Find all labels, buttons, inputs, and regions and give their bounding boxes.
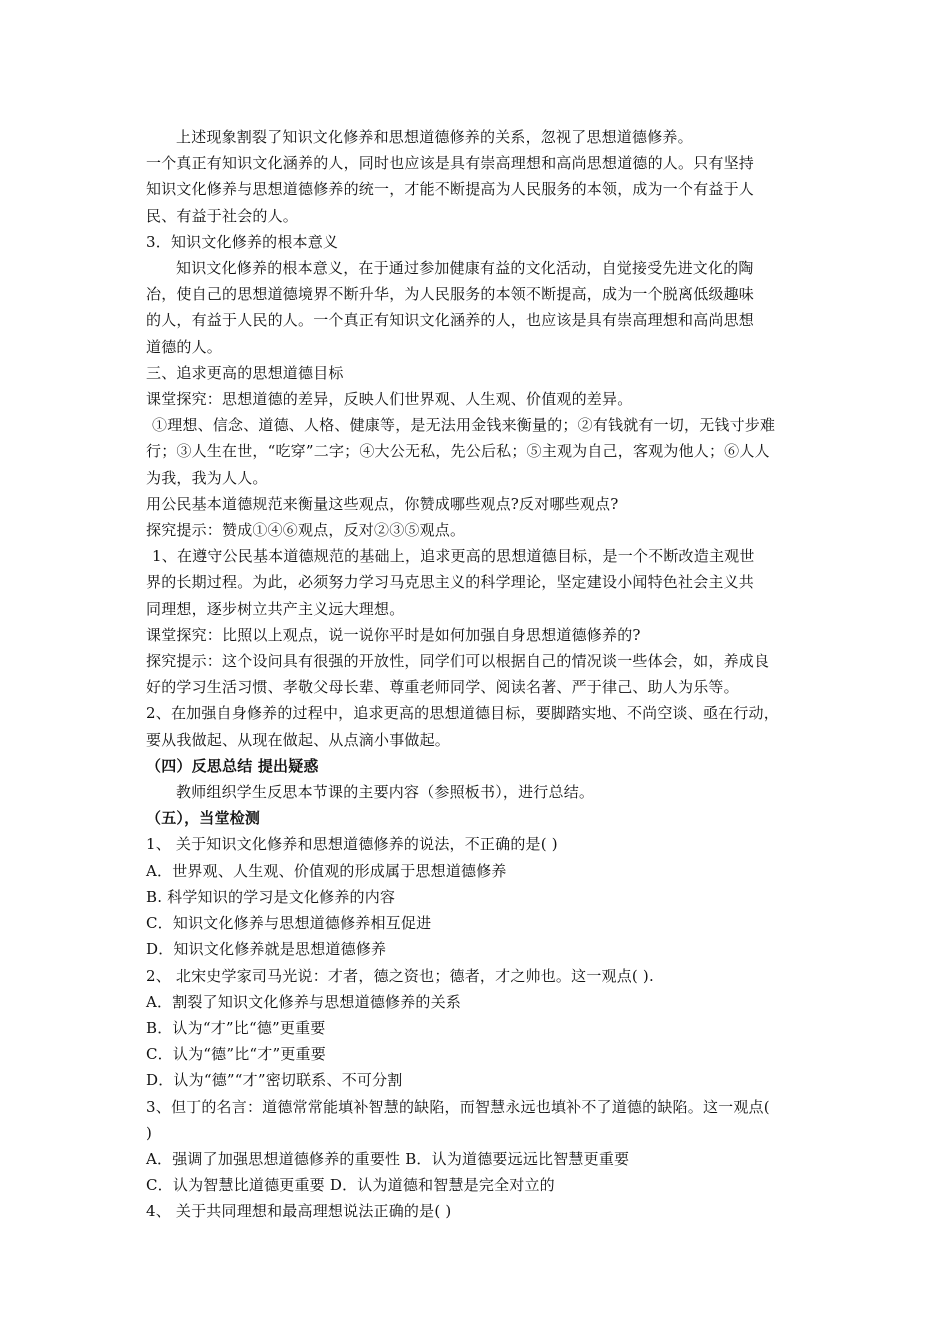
text-line: 探究提示：这个设问具有很强的开放性，同学们可以根据自己的情况谈一些体会，如，养成良: [146, 652, 770, 671]
text-line: 课堂探究：比照以上观点，说一说你平时是如何加强自身思想道德修养的?: [146, 625, 641, 644]
text-line: 民、有益于社会的人。: [146, 206, 299, 225]
text-line: 3．知识文化修养的根本意义: [146, 232, 339, 251]
text-line: 好的学习生活习惯、孝敬父母长辈、尊重老师同学、阅读名著、严于律己、助人为乐等。: [146, 678, 739, 697]
text-line: 上述现象割裂了知识文化修养和思想道德修养的关系，忽视了思想道德修养。: [176, 128, 693, 146]
text-line: D．认为“德”“才”密切联系、不可分割: [146, 1071, 403, 1090]
text-line: 的人，有益于人民的人。一个真正有知识文化涵养的人，也应该是具有崇高理想和高尚思想: [146, 311, 755, 330]
text-line: D．知识文化修养就是思想道德修养: [146, 940, 387, 959]
text-line: ): [146, 1123, 153, 1142]
text-line: 道德的人。: [146, 337, 223, 356]
text-line: （四）反思总结 提出疑惑: [146, 756, 319, 775]
text-line: B. 科学知识的学习是文化修养的内容: [146, 887, 396, 906]
text-line: C．认为“德”比“才”更重要: [146, 1045, 326, 1064]
text-line: A．世界观、人生观、价值观的形成属于思想道德修养: [146, 861, 507, 880]
text-line: B．认为“才”比“德”更重要: [146, 1018, 326, 1037]
text-line: C．知识文化修养与思想道德修养相互促进: [146, 914, 432, 933]
text-line: 课堂探究：思想道德的差异，反映人们世界观、人生观、价值观的差异。: [146, 390, 633, 409]
text-line: 2、 北宋史学家司马光说：才者，德之资也；德者，才之帅也。这一观点( ).: [146, 966, 654, 985]
text-line: A．割裂了知识文化修养与思想道德修养的关系: [146, 992, 462, 1011]
text-line: A．强调了加强思想道德修养的重要性 B．认为道德要远远比智慧更重要: [146, 1149, 630, 1168]
text-line: （五），当堂检测: [146, 809, 261, 828]
text-line: 行；③人生在世，“吃穿”二字；④大公无私，先公后私；⑤主观为自己，客观为他人；⑥人人: [146, 442, 770, 461]
document-page: [146, 124, 816, 1225]
text-line: 为我，我为人人。: [146, 468, 268, 487]
text-line: 2、在加强自身修养的过程中，追求更高的思想道德目标，要脚踏实地、不尚空谈、亟在行动，: [146, 704, 779, 723]
text-line: 三、追求更高的思想道德目标: [146, 363, 344, 382]
text-line: 知识文化修养与思想道德修养的统一，才能不断提高为人民服务的本领，成为一个有益于人: [146, 180, 755, 199]
text-line: 3、但丁的名言：道德常常能填补智慧的缺陷，而智慧永远也填补不了道德的缺陷。这一观点(: [146, 1097, 770, 1116]
text-line: 4、 关于共同理想和最高理想说法正确的是( ): [146, 1202, 452, 1221]
text-line: ①理想、信念、道德、人格、健康等，是无法用金钱来衡量的；②有钱就有一切，无钱寸步难: [152, 416, 776, 435]
text-line: 同理想，逐步树立共产主义远大理想。: [146, 599, 405, 618]
text-line: 教师组织学生反思本节课的主要内容（参照板书），进行总结。: [176, 783, 595, 802]
text-line: 知识文化修养的根本意义，在于通过参加健康有益的文化活动，自觉接受先进文化的陶: [176, 259, 754, 278]
text-line: 界的长期过程。为此，必须努力学习马克思主义的科学理论，坚定建设小闻特色社会主义共: [146, 573, 755, 592]
text-line: 用公民基本道德规范来衡量这些观点，你赞成哪些观点?反对哪些观点?: [146, 494, 619, 513]
text-line: 一个真正有知识文化涵养的人，同时也应该是具有崇高理想和高尚思想道德的人。只有坚持: [146, 154, 755, 173]
text-line: 冶，使自己的思想道德境界不断升华，为人民服务的本领不断提高，成为一个脱离低级趣味: [146, 285, 755, 304]
text-line: 1、 关于知识文化修养和思想道德修养的说法，不正确的是( ): [146, 835, 558, 854]
text-line: 1、在遵守公民基本道德规范的基础上，追求更高的思想道德目标，是一个不断改造主观世: [152, 547, 755, 566]
text-line: 要从我做起、从现在做起、从点滴小事做起。: [146, 730, 451, 749]
text-line: 探究提示：赞成①④⑥观点，反对②③⑤观点。: [146, 521, 466, 540]
text-line: C．认为智慧比道德更重要 D．认为道德和智慧是完全对立的: [146, 1176, 555, 1195]
